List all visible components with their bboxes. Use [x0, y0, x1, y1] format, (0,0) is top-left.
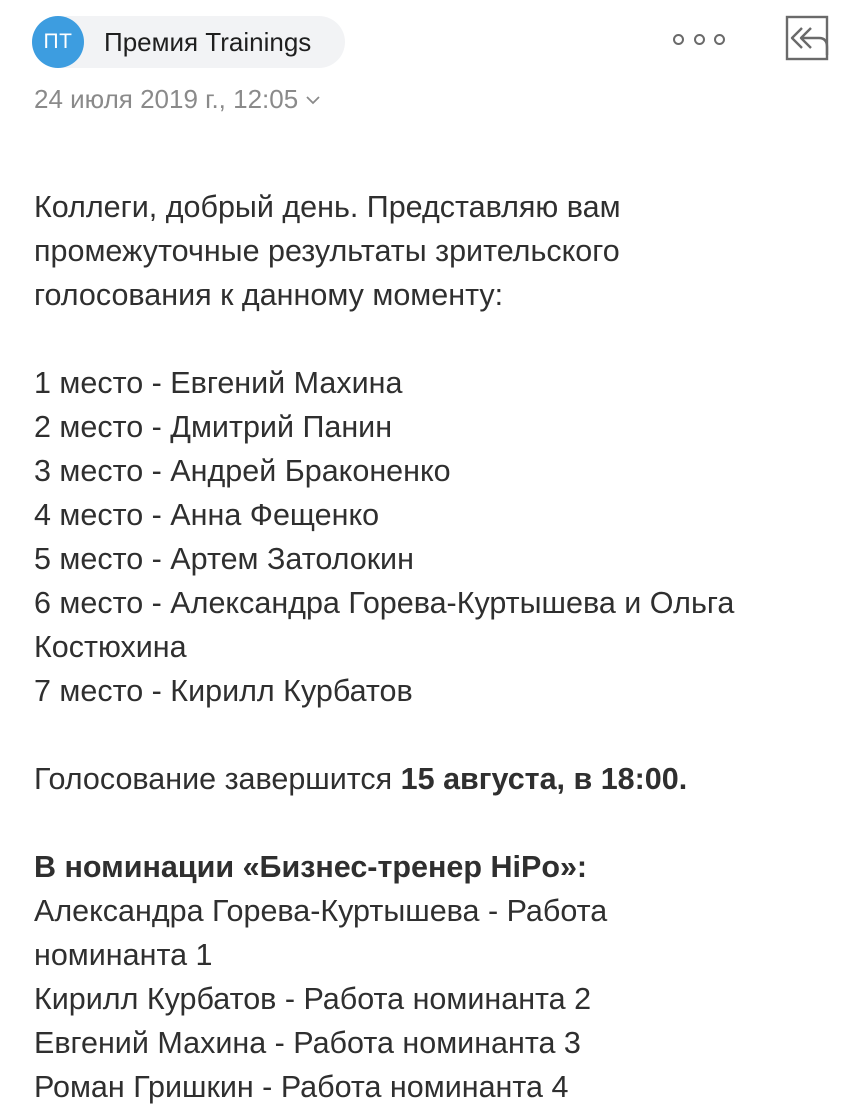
- sender-chip[interactable]: [32, 16, 345, 68]
- more-options-icon[interactable]: [673, 26, 725, 52]
- more-dot: [673, 34, 684, 45]
- ranking-line: 3 место - Андрей Браконенко: [34, 454, 451, 488]
- ranking-line: 1 место - Евгений Махина: [34, 366, 403, 400]
- nominee-line: Кирилл Курбатов - Работа номинанта 2: [34, 982, 592, 1016]
- ranking-line: Костюхина: [34, 630, 187, 664]
- vote-end-prefix: Голосование завершится: [34, 762, 401, 796]
- nominee-line: номинанта 1: [34, 938, 213, 972]
- ranking-line: 4 место - Анна Фещенко: [34, 498, 380, 532]
- message-date[interactable]: [34, 84, 322, 115]
- intro-line: промежуточные результаты зрительского: [34, 234, 620, 268]
- reply-all-icon[interactable]: [785, 15, 835, 63]
- nominee-line: Роман Гришкин - Работа номинанта 4: [34, 1070, 569, 1104]
- intro-line: голосования к данному моменту:: [34, 278, 504, 312]
- vote-end-date: 15 августа, в 18:00.: [400, 762, 688, 796]
- ranking-line: 5 место - Артем Затолокин: [34, 542, 414, 576]
- nominee-line: Евгений Махина - Работа номинанта 3: [34, 1026, 581, 1060]
- ranking-line: 7 место - Кирилл Курбатов: [34, 674, 413, 708]
- ranking-line: 6 место - Александра Горева-Куртышева и Ольга: [34, 586, 735, 620]
- avatar: ПТ: [32, 16, 84, 68]
- sender-name: Премия Trainings: [104, 26, 312, 57]
- ranking-line: 2 место - Дмитрий Панин: [34, 410, 393, 444]
- more-dot: [714, 34, 725, 45]
- intro-line: Коллеги, добрый день. Представляю вам: [34, 190, 621, 224]
- vote-end-line: [34, 757, 834, 801]
- chevron-down-icon: [304, 91, 322, 109]
- nominee-line: Александра Горева-Куртышева - Работа: [34, 894, 608, 928]
- date-text: 24 июля 2019 г., 12:05: [34, 84, 299, 114]
- message-header: [0, 0, 865, 130]
- more-dot: [694, 34, 705, 45]
- nomination-title: В номинации «Бизнес-тренер HiPo»:: [34, 850, 588, 884]
- message-body: [34, 185, 834, 1109]
